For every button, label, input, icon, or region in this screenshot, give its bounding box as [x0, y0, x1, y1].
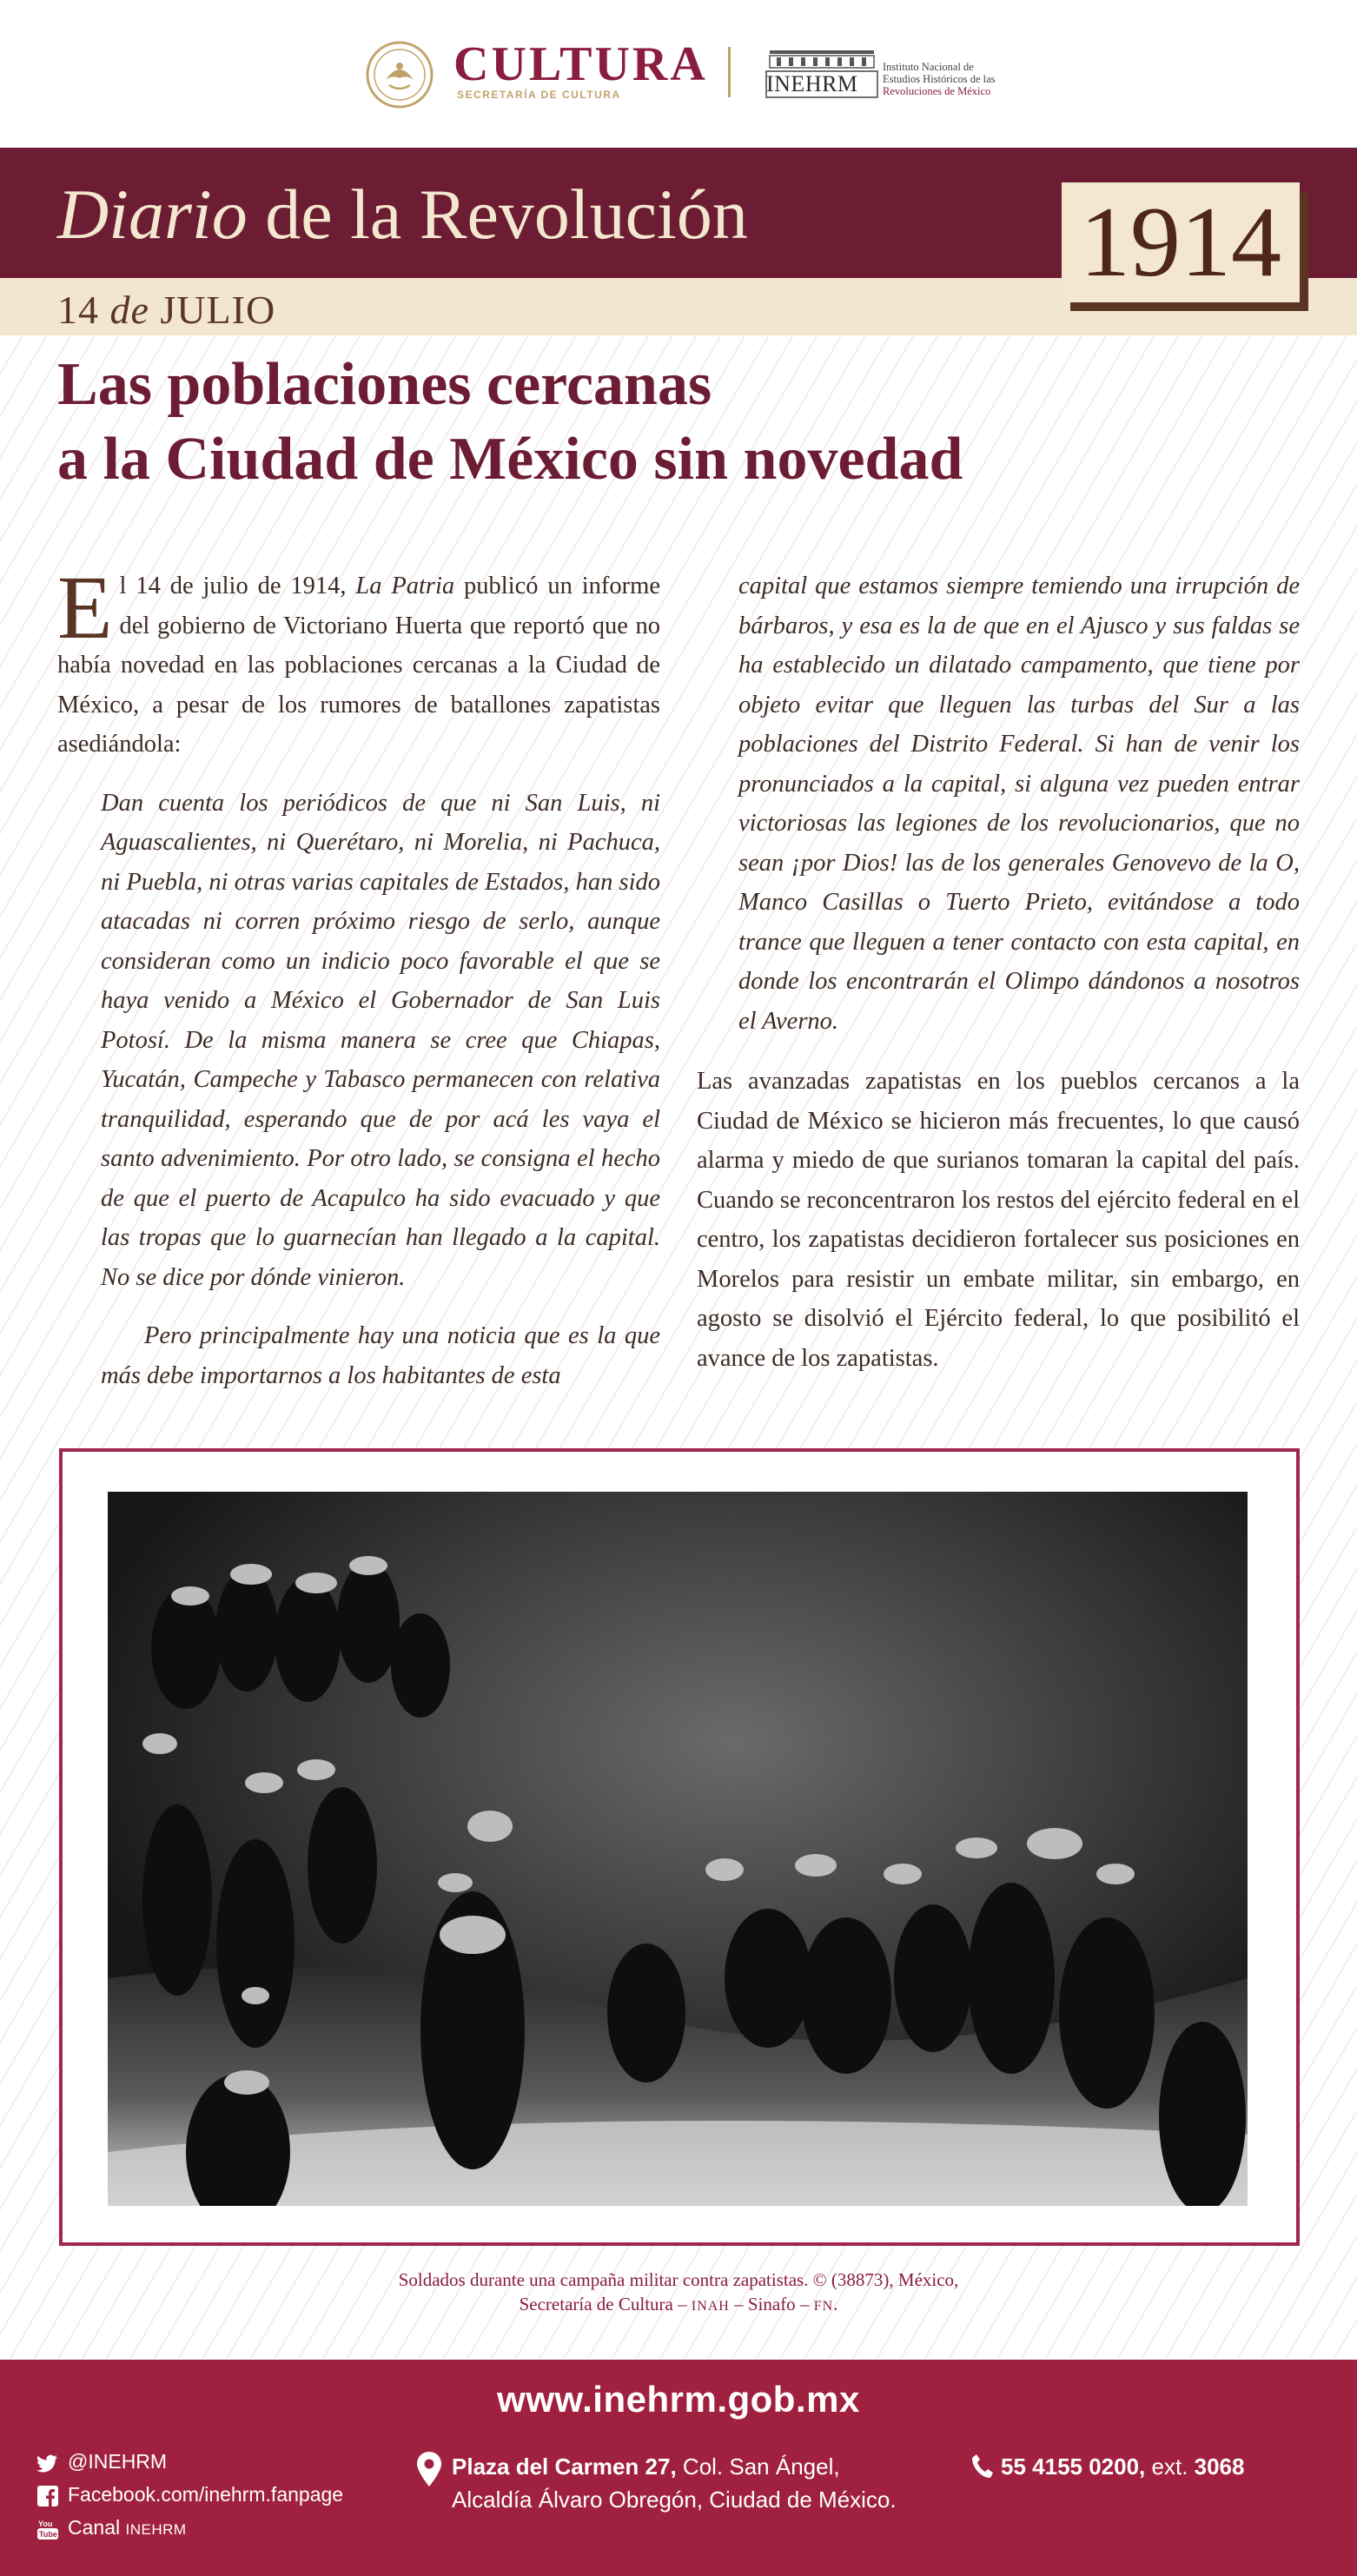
intro-text: publicó un informe del gobierno de Victoriano Huerta que reportó que no había novedad en las poblaciones cercanas a la Ciudad de México, a pesar de los rumores de batallones zapatistas asediándola:: [57, 573, 660, 758]
address-line: [452, 2450, 1008, 2483]
caption-line: Soldados durante una campaña militar contra zapatistas. © (38873), México,: [398, 2269, 959, 2290]
cultura-logo-text: CULTURA: [453, 37, 708, 91]
title-rest: de la Revolución: [247, 175, 748, 254]
photo-caption: [0, 2268, 1357, 2319]
youtube-channel: INEHRM: [125, 2521, 187, 2538]
svg-text:You: You: [38, 2519, 53, 2528]
address-colonia: Col. San Ángel,: [676, 2453, 840, 2480]
article-date: [57, 287, 275, 333]
phone-main: 55 4155 0200,: [1001, 2453, 1146, 2480]
caption-text: – Sinafo –: [729, 2294, 814, 2314]
date-day: 14: [57, 288, 99, 332]
svg-text:Tube: Tube: [39, 2529, 57, 2539]
logo-bar: [0, 35, 1357, 113]
title-italic: Diario: [57, 175, 248, 254]
headline-line: a la Ciudad de México sin novedad: [57, 426, 963, 493]
date-de: de: [109, 288, 149, 332]
address: [452, 2450, 1008, 2516]
logo-separator: [728, 47, 731, 97]
photo-frame: [59, 1448, 1300, 2246]
address-line: Alcaldía Álvaro Obregón, Ciudad de México.: [452, 2487, 897, 2513]
caption-text: .: [833, 2294, 838, 2314]
page-title: [57, 174, 748, 255]
caption-text: Secretaría de Cultura –: [519, 2294, 692, 2314]
phone-ext-label: ext.: [1145, 2453, 1195, 2480]
youtube-icon: [36, 2518, 59, 2540]
youtube-label: Canal: [68, 2516, 126, 2539]
cultura-subtitle: SECRETARÍA DE CULTURA: [457, 89, 621, 101]
twitter-handle: @INEHRM: [68, 2450, 168, 2473]
article-column-left: [57, 558, 660, 1395]
address-street: Plaza del Carmen 27,: [452, 2453, 677, 2480]
inehrm-name-line: Revoluciones de México: [883, 85, 991, 97]
historic-photo: [108, 1492, 1248, 2206]
phone-icon: [971, 2453, 994, 2480]
quote-paragraph: Dan cuenta los periódicos de que ni San Luis, ni Aguascalientes, ni Querétaro, ni Morelia, ni Pachuca, ni Puebla, ni otras varias capitales de Estados, han sido atacadas ni corren próximo riesgo de serlo, aunque consideran como un indicio poco favorable el que se haya venido a México el Gobernador de San Luis Potosí. De la misma manera se cree que Chiapas, Yucatán, Campeche y Tabasco permanecen con relativa tranquilidad, esperando que de por acá les vaya el santo advenimiento. Por otro lado, se consigna el hecho de que el puerto de Acapulco ha sido evacuado y que las tropas que lo guarnecían han llegado a la capital. No se dice por dónde vinieron.: [101, 789, 660, 1291]
intro-paragraph: [57, 558, 660, 765]
quote-paragraph: Pero principalmente hay una noticia que es la que más debe importarnos a los habitantes de esta: [101, 1322, 660, 1389]
quote-paragraph: capital que estamos siempre temiendo una irrupción de bárbaros, y esa es la de que en el Ajusco y sus faldas se ha establecido un dilatado campamento, que tiene por objeto evitar que lleguen las turbas del Sur a las poblaciones del Distrito Federal. Si han de venir los pronunciados a la capital, si alguna vez pueden entrar victoriosas las legiones de los revolucionarios, que no sean ¡por Dios! las de los generales Genovevo de la O, Manco Casillas o Tuerto Prieto, evitándose a todo trance que lleguen a tener contacto con esta capital, en donde los encontrarán el Olimpo dándonos a nosotros el Averno.: [738, 573, 1300, 1035]
inehrm-logo-text: INEHRM: [766, 71, 858, 96]
phone-ext: 3068: [1194, 2453, 1245, 2480]
twitter-link[interactable]: [36, 2450, 167, 2474]
facebook-url: Facebook.com/inehrm.fanpage: [68, 2483, 344, 2506]
headline-line: Las poblaciones cercanas: [57, 351, 712, 418]
mexico-seal-icon: [360, 40, 440, 109]
article-column-right: [697, 566, 1300, 1378]
facebook-link[interactable]: [36, 2483, 343, 2507]
drop-cap: E: [57, 558, 113, 658]
footer: [0, 2360, 1357, 2576]
inehrm-name-line: Instituto Nacional de: [883, 61, 974, 73]
intro-text: l 14 de julio de 1914,: [119, 573, 356, 599]
facebook-icon: [36, 2485, 59, 2507]
caption-inah: INAH: [691, 2299, 730, 2314]
year-badge: 1914: [1062, 182, 1300, 302]
date-month: JULIO: [160, 288, 276, 332]
phone-number[interactable]: [1001, 2450, 1244, 2483]
newspaper-name: La Patria: [355, 573, 455, 599]
youtube-link[interactable]: [36, 2516, 187, 2540]
closing-paragraph: Las avanzadas zapatistas en los pueblos cercanos a la Ciudad de México se hicieron más frecuentes, lo que causó alarma y miedo de que surianos tomaran la capital del país. Cuando se reconcentraron los restos del ejército federal en el centro, los zapatistas decidieron fortalecer sus posiciones en Morelos para resistir un embate militar, sin embargo, en agosto se disolvió el Ejército federal, lo que posibilitó el avance de los zapatistas.: [697, 1068, 1300, 1372]
twitter-icon: [36, 2452, 59, 2474]
location-pin-icon: [417, 2452, 441, 2487]
caption-line: [0, 2292, 1357, 2319]
website-link[interactable]: www.inehrm.gob.mx: [497, 2379, 860, 2420]
inehrm-name-line: Estudios Históricos de las: [883, 73, 996, 85]
caption-fn: FN: [813, 2299, 834, 2314]
headline: [57, 348, 1300, 497]
